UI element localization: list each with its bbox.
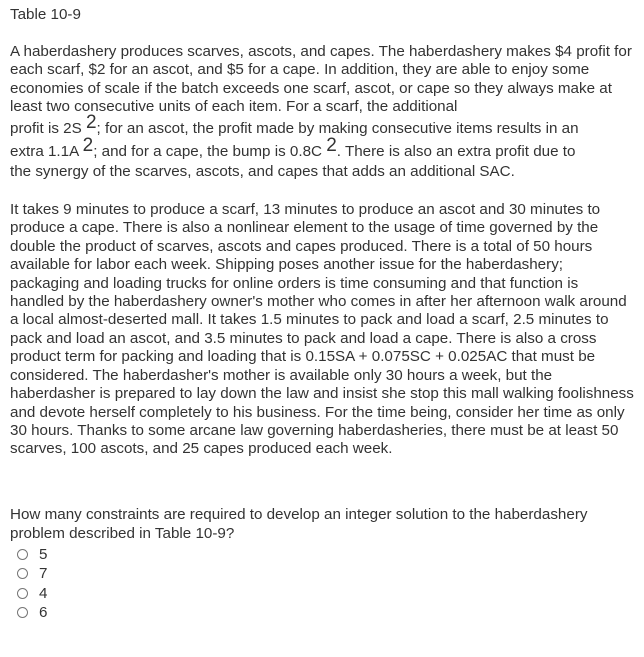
- answer-option-label[interactable]: 5: [39, 545, 48, 563]
- paragraph-1-tail: the synergy of the scarves, ascots, and capes that adds an additional SAC.: [10, 162, 515, 180]
- answer-option-2[interactable]: [10, 564, 634, 584]
- paragraph-1-ascot-line: [10, 134, 634, 163]
- problem-paragraph-2: It takes 9 minutes to produce a scarf, 13 minutes to produce an ascot and 30 minutes to produce a cape. There is also a nonlinear element to the usage of time governed by the double the product of scarves, ascots and capes produced. There is a total of 50 hours available for labor each week. Shipping poses another issue for the haberdashery; packaging and loading trucks for online orders is time consuming and that function is handled by the haberdashery owner's mother who comes in after her afternoon walk around a local almost-deserted mall. It takes 1.5 minutes to pack and load a scarf, 2.5 minutes to pack and load an ascot, and 3.5 minutes to pack and load a cape. There is also a cross product term for packing and loading that is 0.15SA + 0.075SC + 0.025AC that must be considered. The haberdasher's mother is available only 30 hours a week, but the haberdasher is prepared to lay down the law and insist she stop this mall walking foolishness and devote herself completely to his business. For the time being, consider her time as only 30 hours. Thanks to some arcane law governing haberdasheries, there must be at least 50 scarves, 100 ascots, and 25 capes produced each week.: [10, 201, 634, 458]
- ascot-profit-text: ; for an ascot, the profit made by making consecutive items results in an: [96, 119, 579, 137]
- answer-options: [10, 545, 634, 623]
- problem-paragraph-1: [10, 43, 634, 181]
- answer-option-1[interactable]: [10, 545, 634, 565]
- cape-exponent: 2: [326, 134, 337, 156]
- ascot-exponent: 2: [82, 134, 94, 156]
- answer-option-label[interactable]: 4: [39, 584, 48, 602]
- radio-button[interactable]: [17, 607, 28, 618]
- scarf-profit-text: profit is 2S: [10, 119, 86, 137]
- ascot-extra-text: extra 1.1A: [10, 142, 83, 160]
- answer-option-4[interactable]: [10, 603, 634, 623]
- paragraph-1-lead: A haberdashery produces scarves, ascots, and capes. The haberdashery makes $4 profit for each scarf, $2 for an ascot, and $5 for a cape. In addition, they are able to enjoy some economies of scale if the batch exceeds one scarf, ascot, or cape so they always make at least two consecutive units of each item. For a scarf, the additional: [10, 43, 632, 116]
- radio-button[interactable]: [17, 588, 28, 599]
- cape-bump-text: ; and for a cape, the bump is 0.8C: [93, 142, 327, 160]
- question-text: How many constraints are required to develop an integer solution to the haberdashery problem described in Table 10-9?: [10, 505, 588, 542]
- table-title: Table 10-9: [10, 6, 81, 23]
- answer-option-label[interactable]: 7: [39, 565, 48, 583]
- radio-button[interactable]: [17, 568, 28, 579]
- synergy-lead-text: . There is also an extra profit due to: [336, 142, 576, 160]
- answer-option-3[interactable]: [10, 584, 634, 604]
- paragraph-1-scarf-line: [10, 111, 634, 140]
- answer-option-label[interactable]: 6: [39, 604, 48, 622]
- scarf-exponent: 2: [85, 111, 97, 133]
- radio-button[interactable]: [17, 549, 28, 560]
